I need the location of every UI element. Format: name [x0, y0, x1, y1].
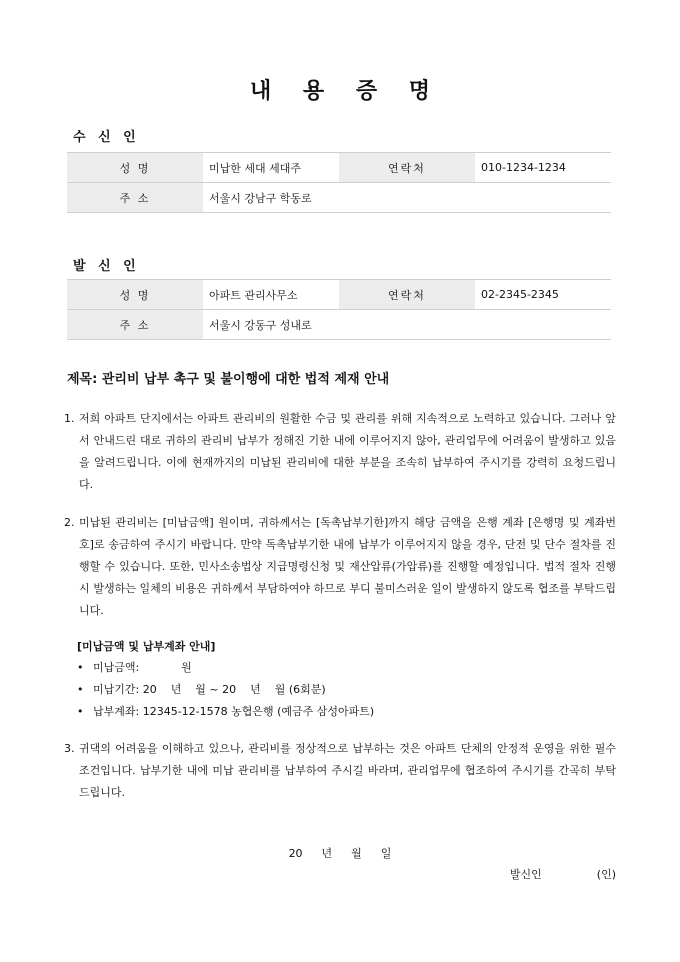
paragraph-text: 귀댁의 어려움을 이해하고 있으나, 관리비를 정상적으로 납부하는 것은 아파트 단체의 안정적 운영을 위한 필수 조건입니다. 납부기한 내에 미납 관리비를 납부하여 주시길 바라며, 관리업무에 협조하여 주시기를 간곡히 부탁드립니다. — [79, 742, 616, 799]
paragraph-2 — [64, 512, 616, 622]
recipient-contact-label: 연락처 — [339, 153, 475, 183]
payment-account: 납부계좌: 12345-12-1578 농협은행 (예금주 삼성아파트) — [93, 705, 375, 718]
paragraph-text: 저희 아파트 단지에서는 아파트 관리비의 원활한 수금 및 관리를 위해 지속적으로 노력하고 있습니다. 그러나 앞서 안내드린 대로 귀하의 관리비 납부가 정해진 기한 내에 이루어지지 않아, 관리업무에 어려움이 발생하고 있음을 알려드립니다. 이에 현재까지의 미납된 관리비에 대한 부분을 조속히 납부하여 주시기를 강력히 요청드립니다. — [79, 412, 616, 491]
paragraph-number: 1. — [64, 412, 75, 425]
recipient-name-value: 미납한 세대 세대주 — [203, 153, 339, 183]
sender-name-value: 아파트 관리사무소 — [203, 280, 339, 310]
bullet-icon: • — [77, 661, 84, 674]
bullet-icon: • — [77, 705, 84, 718]
paragraph-number: 2. — [64, 516, 75, 529]
recipient-name-label: 성 명 — [67, 153, 203, 183]
bullet-icon: • — [77, 683, 84, 696]
paragraph-text: 미납된 관리비는 [미납금액] 원이며, 귀하께서는 [독촉납부기한]까지 해당 금액을 은행 계좌 [은행명 및 계좌번호]로 송금하여 주시기 바랍니다. 만약 독촉납부기한 내에 납부가 이루어지지 않을 경우, 단전 및 단수 절차를 진행할 수 있습니다. 또한, 민사소송법상 지급명령신청 및 재산압류(가압류)를 진행할 예정입니다. 법적 절차 진행 시 발생하는 일체의 비용은 귀하께서 부담하여야 하므로 부디 불미스러운 일이 발생하지 않도록 협조를 부탁드립니다. — [79, 516, 616, 617]
details-list — [77, 657, 374, 723]
details-title: [미납금액 및 납부계좌 안내] — [77, 640, 216, 653]
sender-signature — [510, 866, 616, 882]
sender-address-value: 서울시 강동구 성내로 — [203, 310, 611, 340]
recipient-contact-value: 010-1234-1234 — [475, 153, 611, 183]
document-title: 내 용 증 명 — [250, 79, 442, 104]
recipient-section-label: 수 신 인 — [73, 130, 140, 145]
unpaid-period: 미납기간: 20 년 월 ~ 20 년 월 (6회분) — [93, 683, 326, 696]
paragraph-1 — [64, 408, 616, 496]
sender-address-label: 주 소 — [67, 310, 203, 340]
list-item — [77, 701, 374, 723]
sender-name-label: 성 명 — [67, 280, 203, 310]
sender-table — [67, 279, 611, 340]
sender-contact-label: 연락처 — [339, 280, 475, 310]
recipient-address-label: 주 소 — [67, 183, 203, 213]
list-item — [77, 657, 374, 679]
paragraph-number: 3. — [64, 742, 75, 755]
sender-sign-label: 발신인 — [509, 868, 542, 881]
date-line: 20 년 월 일 — [288, 847, 392, 860]
sender-contact-value: 02-2345-2345 — [475, 280, 611, 310]
seal-label: (인) — [596, 868, 616, 881]
list-item — [77, 679, 374, 701]
recipient-table — [67, 152, 611, 213]
sender-section-label: 발 신 인 — [73, 259, 140, 274]
paragraph-3 — [64, 738, 616, 804]
unpaid-amount: 미납금액: 원 — [93, 661, 192, 674]
subject-line: 제목: 관리비 납부 촉구 및 불이행에 대한 법적 제재 안내 — [67, 372, 390, 387]
recipient-address-value: 서울시 강남구 학동로 — [203, 183, 611, 213]
